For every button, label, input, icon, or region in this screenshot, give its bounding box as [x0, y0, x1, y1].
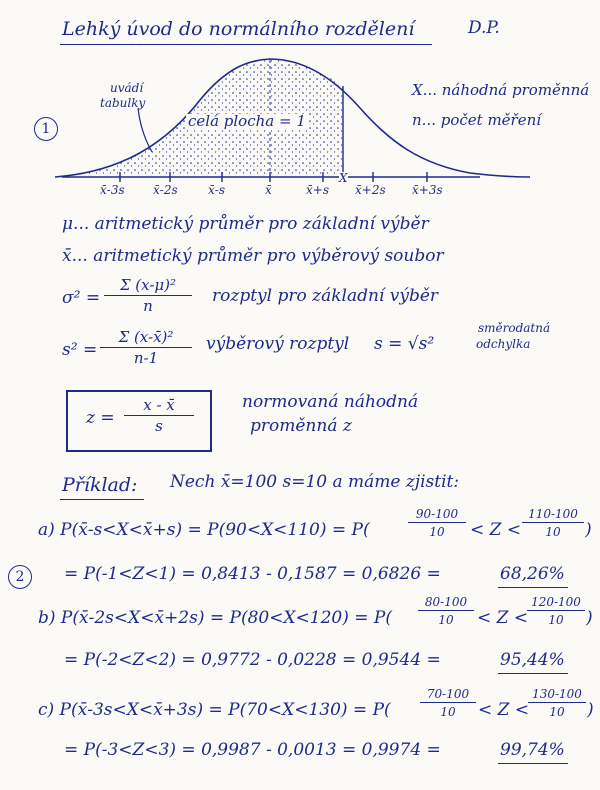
s-description2-line1: směrodatná — [478, 321, 551, 335]
bell-curve-graph — [0, 0, 600, 200]
definition-xbar: x̄... aritmetický průměr pro výběrový soubor — [62, 246, 444, 266]
example-b-fraction2: $\frac{120-100}{10}$ — [527, 596, 585, 626]
tick-label-minus1s: x̄-s — [208, 183, 225, 197]
author-initials: D.P. — [468, 18, 500, 38]
z-description-line1: normovaná náhodná — [242, 392, 419, 412]
example-a-result-underline — [498, 587, 568, 588]
s-denominator: n-1 — [133, 349, 159, 367]
s-description2-line2: odchylka — [476, 337, 531, 351]
page-title: Lehký úvod do normálního rozdělení — [62, 18, 415, 40]
tick-label-mean: x̄ — [265, 183, 272, 197]
sigma-description: rozptyl pro základní výběr — [212, 286, 439, 306]
definition-mu: μ... aritmetický průměr pro základní výběr — [62, 214, 429, 234]
example-b-mid: < Z < — [477, 608, 529, 628]
tick-label-plus1s: x̄+s — [306, 183, 329, 197]
example-b-line2: = P(-2<Z<2) = 0,9772 - 0,0228 = 0,9544 = — [64, 650, 441, 670]
example-a-result: 68,26% — [500, 564, 565, 584]
example-a-fraction2: $\frac{110-100}{10}$ — [522, 508, 584, 538]
legend-x: X... náhodná proměnná — [412, 81, 590, 99]
example-a-fraction1: $\frac{90-100}{10}$ — [408, 508, 466, 538]
section-2-marker: 2 — [8, 565, 32, 589]
table-label-line2: tabulky — [100, 96, 146, 110]
s-formula: s = √s² — [374, 334, 435, 354]
tick-label-minus2s: x̄-2s — [153, 183, 178, 197]
s-lhs: s² = — [62, 340, 98, 360]
example-c-close: ) — [587, 700, 594, 720]
area-label: celá plocha = 1 — [188, 112, 306, 130]
example-c-fraction1: $\frac{70-100}{10}$ — [420, 688, 476, 718]
example-a-close: ) — [585, 520, 592, 540]
legend-n: n... počet měření — [412, 111, 542, 129]
example-b-result-underline — [498, 673, 568, 674]
example-b-result: 95,44% — [500, 650, 565, 670]
s-numerator: Σ (x-x̄)² — [100, 330, 192, 348]
z-lhs: z = — [86, 408, 115, 428]
z-fraction — [124, 398, 194, 434]
example-a-line1: a) P(x̄-s<X<x̄+s) = P(90<X<110) = P( — [38, 520, 370, 540]
sigma-lhs: σ² = — [62, 288, 101, 308]
example-c-result-underline — [498, 763, 568, 764]
example-b-close: ) — [586, 608, 593, 628]
example-heading: Příklad: — [62, 474, 138, 496]
z-description-line2: proměnná z — [250, 416, 352, 436]
x-marker: X — [339, 171, 348, 185]
example-c-line1: c) P(x̄-3s<X<x̄+3s) = P(70<X<130) = P( — [38, 700, 391, 720]
s-fraction — [100, 330, 192, 366]
example-c-line2: = P(-3<Z<3) = 0,9987 - 0,0013 = 0,9974 = — [64, 740, 441, 760]
example-b-fraction1: $\frac{80-100}{10}$ — [418, 596, 474, 626]
example-b-line1: b) P(x̄-2s<X<x̄+2s) = P(80<X<120) = P( — [38, 608, 393, 628]
example-a-mid: < Z < — [470, 520, 522, 540]
table-label-line1: uvádí — [110, 81, 144, 95]
sigma-denominator: n — [143, 297, 153, 315]
tick-label-plus2s: x̄+2s — [355, 183, 386, 197]
example-heading-underline — [60, 499, 144, 500]
example-intro: Nech x̄=100 s=10 a máme zjistit: — [170, 472, 460, 492]
example-c-mid: < Z < — [478, 700, 530, 720]
s-description: výběrový rozptyl — [206, 334, 350, 354]
tick-label-plus3s: x̄+3s — [412, 183, 443, 197]
sigma-numerator: Σ (x-μ)² — [104, 278, 192, 296]
z-numerator: x - x̄ — [124, 398, 194, 416]
section-1-marker: 1 — [34, 117, 58, 141]
z-denominator: s — [155, 417, 163, 435]
sigma-fraction — [104, 278, 192, 314]
table-label-pointer — [138, 108, 152, 152]
example-c-fraction2: $\frac{130-100}{10}$ — [528, 688, 586, 718]
example-a-line2: = P(-1<Z<1) = 0,8413 - 0,1587 = 0,6826 = — [64, 564, 441, 584]
tick-label-minus3s: x̄-3s — [100, 183, 125, 197]
example-c-result: 99,74% — [500, 740, 565, 760]
